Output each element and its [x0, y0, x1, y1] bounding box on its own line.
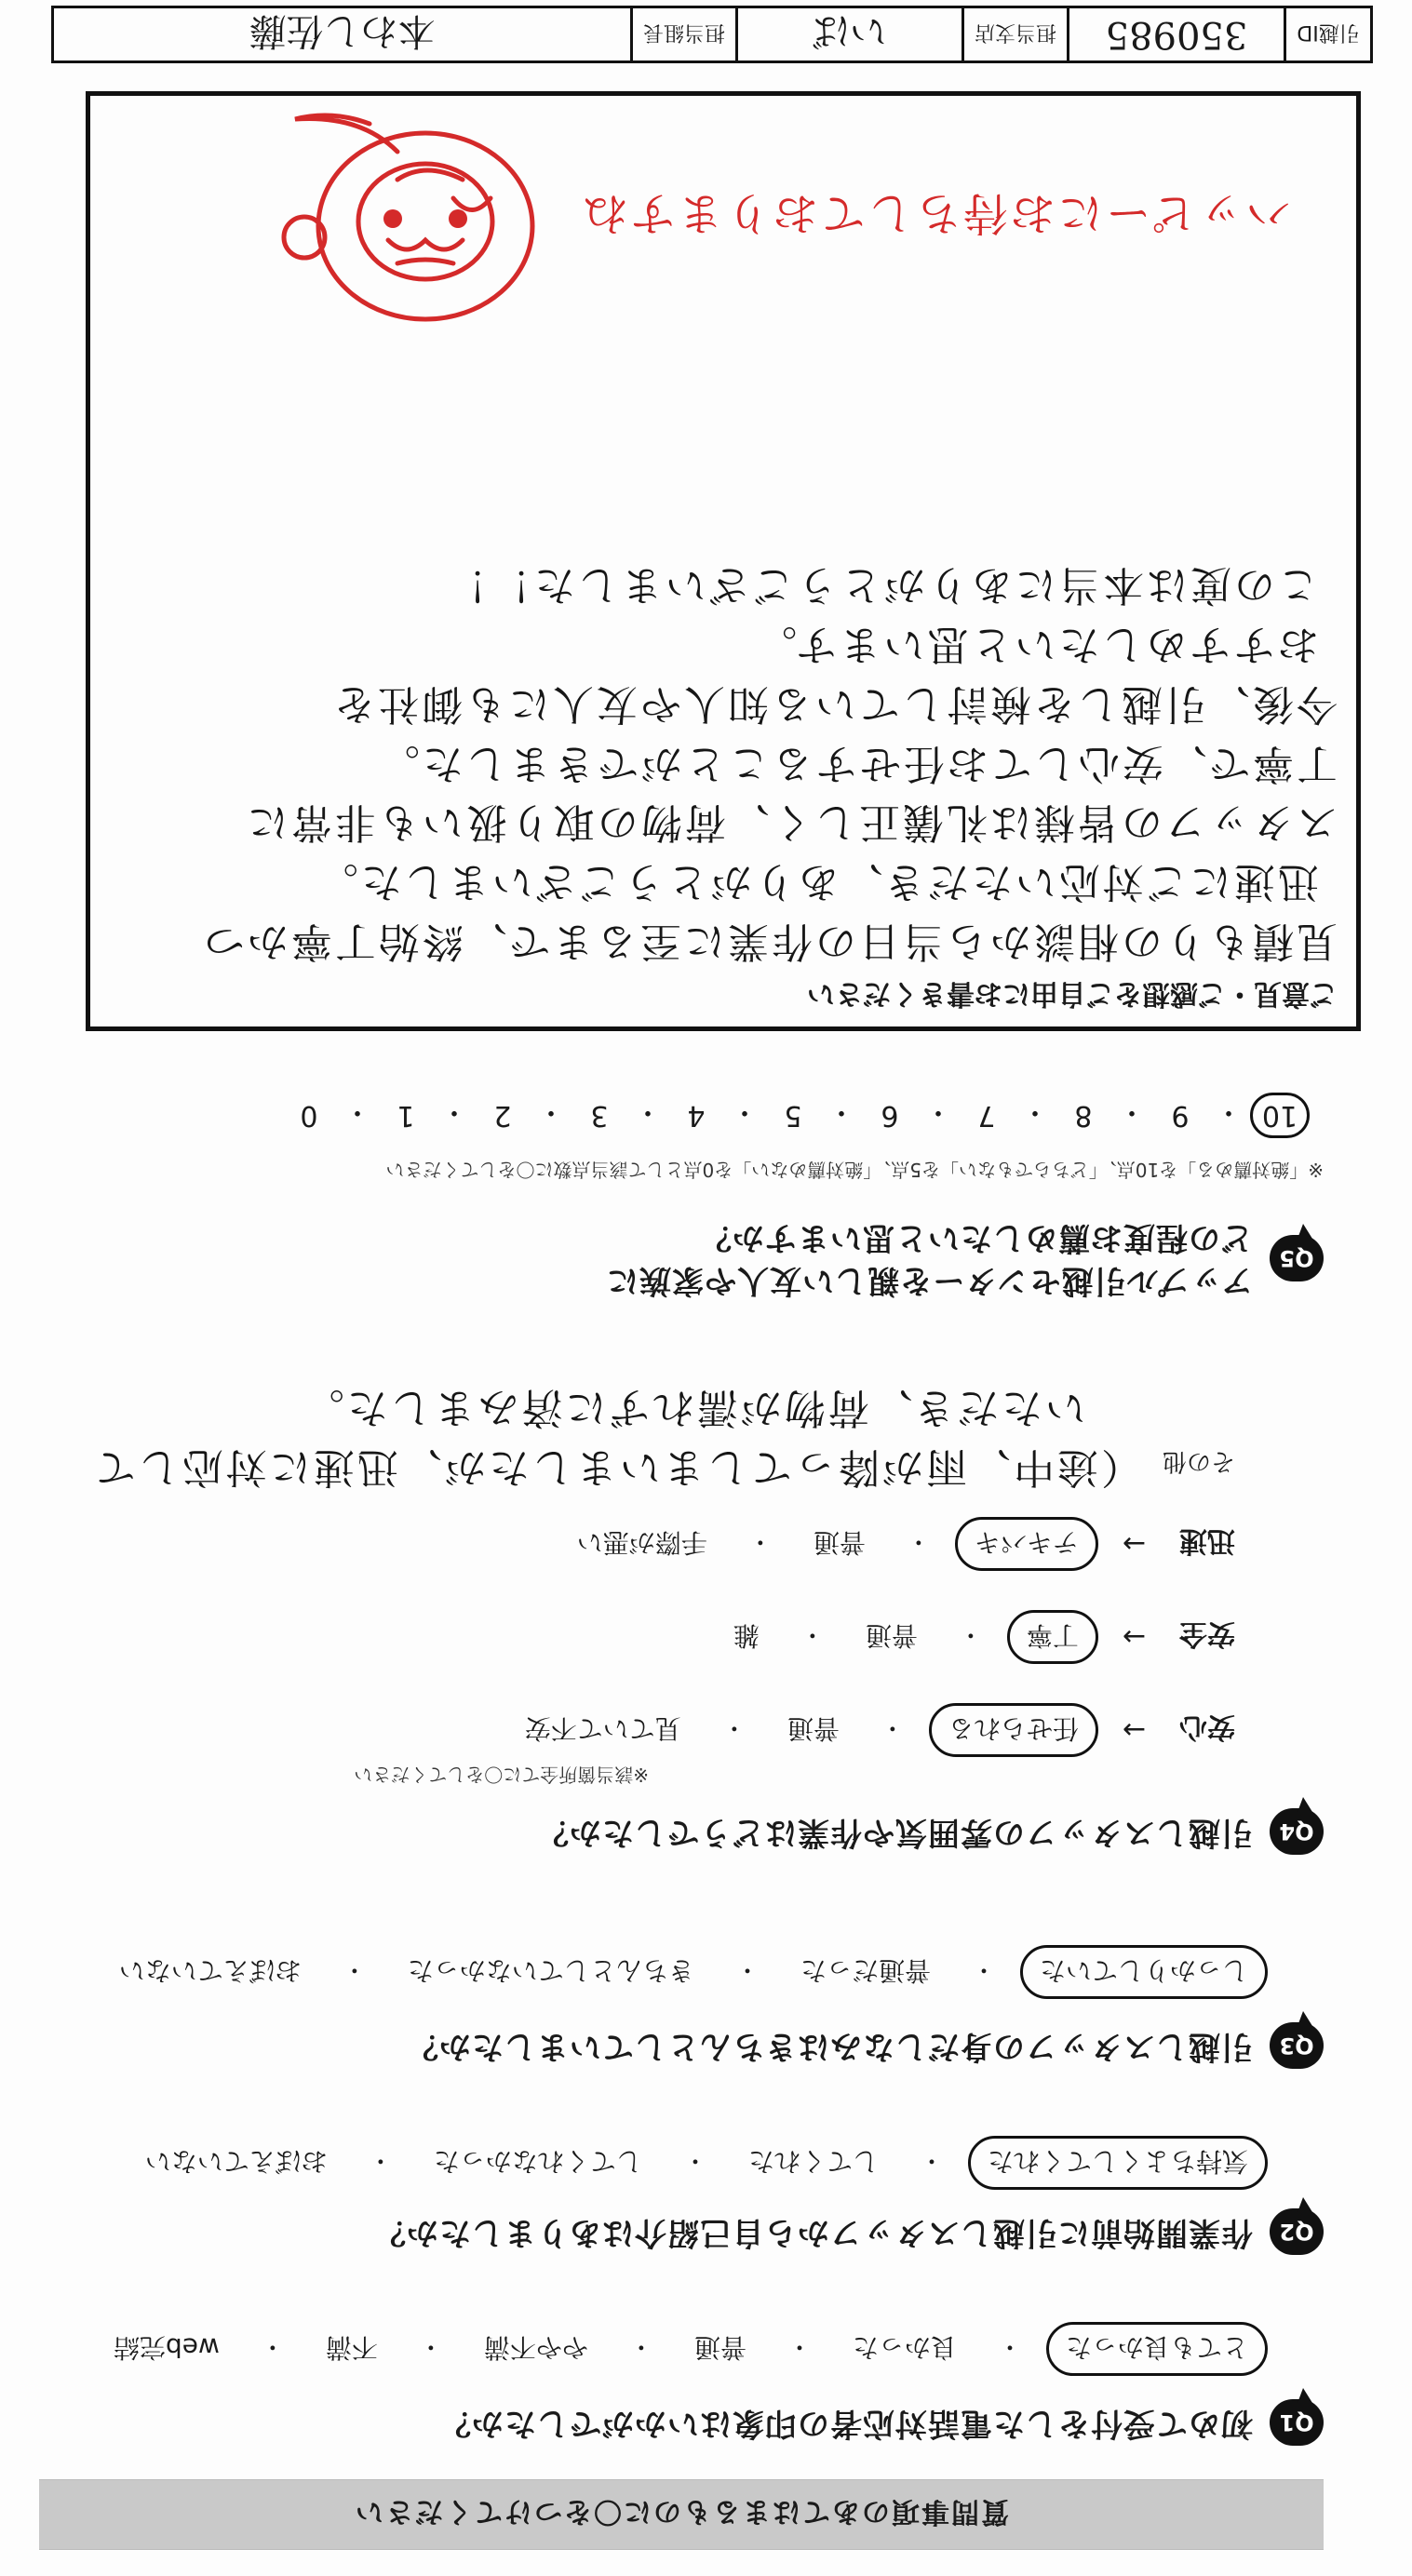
q1-option[interactable]: 不満: [325, 2332, 378, 2363]
comment-line: スタッフの皆様は礼儀正しく、荷物の取り扱いも非常に: [244, 798, 1338, 847]
scale-value[interactable]: 5: [784, 1099, 802, 1132]
scale-value[interactable]: 7: [977, 1099, 996, 1132]
q4-badge: Q4: [1270, 1808, 1324, 1855]
q4-other-label: その他: [1162, 1447, 1235, 1475]
comment-title: ご意見・ご感想をご自由にお書きください: [807, 977, 1338, 1010]
scale-value[interactable]: 4: [687, 1099, 706, 1132]
arrow-right-icon: →: [1122, 1713, 1146, 1747]
q2-option[interactable]: してくれなかった: [433, 2146, 642, 2177]
q4-note: ※該当箇所全てに〇をしてください: [354, 1764, 649, 1786]
q4-option[interactable]: 普通: [787, 1713, 840, 1744]
q4-option[interactable]: 見ていて不安: [524, 1713, 681, 1744]
id-value: 350985: [1067, 8, 1284, 60]
q3-option[interactable]: 普通だった: [800, 1955, 931, 1986]
q1-question: 初めて受付をした電話対応者の印象はいかがでしたか？: [438, 2404, 1253, 2442]
instruction-bar: [39, 2479, 1324, 2550]
id-label: 引越ID: [1284, 8, 1370, 60]
q3-option[interactable]: おぼえていない: [118, 1955, 302, 1986]
branch-label: 担当支店: [962, 8, 1067, 60]
q4-option[interactable]: 丁寧: [1007, 1610, 1098, 1664]
q4-question: 引越しスタッフの雰囲気や作業はどうでしたか？: [536, 1813, 1253, 1851]
q4-row-anzen: 安全 → 丁寧 ・ 普通 ・ 雑: [717, 1610, 1235, 1664]
comment-line: おすすめしたいと思います。: [753, 621, 1319, 669]
comment-box: [86, 91, 1361, 1031]
q4-option[interactable]: テキパキ: [955, 1517, 1098, 1571]
q4-label: 安全: [1179, 1617, 1235, 1650]
q1-option[interactable]: やや不満: [483, 2332, 588, 2363]
q5-question: [606, 1215, 1253, 1301]
q4-other-line: （途中、雨が降ってしまいましたが、迅速に対応して: [91, 1443, 1142, 1491]
q4-option[interactable]: 雑: [733, 1620, 760, 1651]
q1-badge: Q1: [1270, 2399, 1324, 2446]
q4-option[interactable]: 任せられる: [929, 1703, 1098, 1757]
q5-question-line: アップル引越センターを親しい友人や家族に: [606, 1262, 1253, 1299]
q5-scale: 10 ・ 9 ・ 8 ・ 7 ・ 6 ・ 5 ・ 4 ・ 3 ・ 2 ・ 1 ・ 0: [282, 1093, 1310, 1138]
scale-value[interactable]: 1: [397, 1099, 415, 1132]
face-doodle-icon: [258, 96, 593, 338]
scale-value[interactable]: 3: [590, 1099, 609, 1132]
comment-line: 丁寧で、安心してお任せすることができました。: [375, 739, 1338, 787]
q5-note: ※「絶対薦める」を10点、「どちらでもない」を5点、「絶対薦めない」を0点として該当点数に〇をしてください: [385, 1159, 1324, 1181]
q2-row: [39, 2208, 1324, 2255]
q2-badge: Q2: [1270, 2208, 1324, 2255]
comment-line: 見積もりの相談から当日の作業に至るまで、終始丁寧かつ: [200, 918, 1338, 965]
scale-value[interactable]: 10: [1250, 1093, 1310, 1138]
q4-row: [39, 1808, 1324, 1855]
q1-row: [39, 2399, 1324, 2446]
scale-value[interactable]: 9: [1171, 1099, 1190, 1132]
q4-other-text: [92, 1377, 1142, 1496]
q5-row: [39, 1215, 1324, 1301]
staff-reply-text: ハッピーにお待ちしておりますね: [580, 187, 1291, 239]
q4-row-jinsoku: 迅速 → テキパキ ・ 普通 ・ 手際が悪い: [560, 1517, 1235, 1571]
manager-value: 本わし佐藤: [249, 9, 436, 53]
q1-option[interactable]: 良かった: [852, 2332, 957, 2363]
comment-text[interactable]: [109, 555, 1338, 971]
staff-reply: [137, 114, 1300, 301]
q4-other: [72, 1377, 1235, 1496]
q1-option[interactable]: 普通: [693, 2332, 746, 2363]
info-table: [51, 6, 1373, 63]
q3-badge: Q3: [1270, 2022, 1324, 2069]
q2-option[interactable]: してくれた: [747, 2146, 879, 2177]
arrow-right-icon: →: [1122, 1527, 1146, 1561]
q4-row-anshin: 安心 → 任せられる ・ 普通 ・ 見ていて不安: [508, 1703, 1235, 1757]
comment-line: この度は本当にありがとうございました！！: [444, 561, 1319, 610]
scale-value[interactable]: 6: [881, 1099, 899, 1132]
comment-line: 今後、引越しを検討している知人や友人にも御社を: [331, 679, 1338, 728]
q3-options: しっかりしていた ・ 普通だった ・ きちんとしていなかった ・ おぼえていない: [102, 1945, 1268, 1999]
scale-value[interactable]: 0: [300, 1099, 318, 1132]
arrow-right-icon: →: [1122, 1620, 1146, 1654]
instruction-text: 質問事項のあてはまるものに〇をつけてください: [354, 2495, 1009, 2528]
q4-label: 迅速: [1179, 1524, 1235, 1557]
q1-options: とても良かった ・ 良かった ・ 普通 ・ やや不満 ・ 不満 ・ web完結: [97, 2322, 1268, 2376]
q5-question-line: どの程度お薦めしたいと思いますか？: [699, 1219, 1253, 1257]
q3-option[interactable]: しっかりしていた: [1020, 1945, 1268, 1999]
q1-option[interactable]: とても良かった: [1046, 2322, 1268, 2376]
q2-options: 気持ちよくしてくれた ・ してくれた ・ してくれなかった ・ おぼえていない: [128, 2136, 1268, 2190]
q4-option[interactable]: 普通: [865, 1620, 918, 1651]
branch-value: いば: [735, 8, 962, 60]
q5-badge: Q5: [1270, 1235, 1324, 1281]
scale-value[interactable]: 2: [493, 1099, 512, 1132]
comment-line: 迅速にご対応いただき、ありがとうございました。: [314, 858, 1319, 906]
q4-option[interactable]: 普通: [813, 1527, 866, 1558]
q2-option[interactable]: おぼえていない: [144, 2146, 328, 2177]
q3-option[interactable]: きちんとしていなかった: [407, 1955, 694, 1986]
manager-label: 担当組長: [630, 8, 735, 60]
q2-option[interactable]: 気持ちよくしてくれた: [968, 2136, 1268, 2190]
q1-option[interactable]: web完結: [113, 2332, 220, 2363]
q4-other-line: いただき、荷物が濡れずに済みました。: [300, 1384, 1086, 1432]
q2-question: 作業開始前に引越しスタッフから自己紹介はありましたか？: [373, 2213, 1253, 2251]
q4-option[interactable]: 手際が悪い: [576, 1527, 707, 1558]
q4-label: 安心: [1179, 1711, 1235, 1743]
scale-value[interactable]: 8: [1074, 1099, 1093, 1132]
q3-question: 引越しスタッフの身だしなみはきちんとしていましたか？: [406, 2027, 1253, 2065]
q3-row: [39, 2022, 1324, 2069]
